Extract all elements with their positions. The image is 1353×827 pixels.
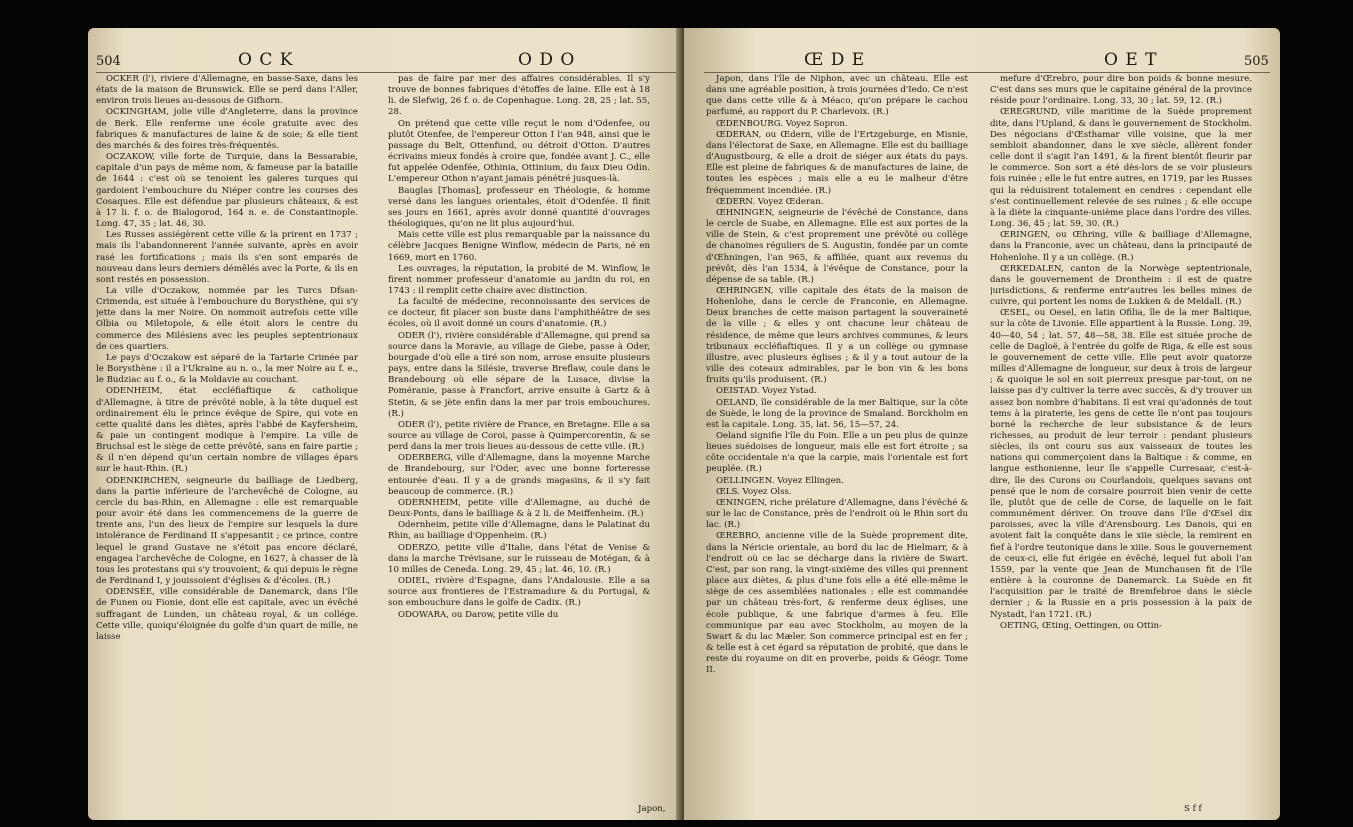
entry-paragraph: Mais cette ville est plus remarquable par la naissance du célèbre Jacques Benigne Winflow, médecin de Paris, né en 1669, mort en 1760.	[388, 230, 650, 263]
left-column-2	[388, 74, 650, 809]
entry-paragraph: OETING, Œting, Oettingen, ou Ottin-	[1000, 620, 1162, 631]
entry-paragraph: ŒHRINGEN, ville capitale des états de la maison de Hohenlohe, dans le cercle de Franconie, en Allemagne. Deux branches de cette maison partagent la souveraineté de la ville ; & elles y ont chacune leur château de résidence, de même que leurs archives communes, & leurs tribunaux eccléfiaftiques. Il y a un collège ou gymnase illustre, avec plusieurs églises ; & il y a tout autour de la ville des coteaux admirables, par le bon vin & les bons fruits qu'ils produisent. (R.)	[706, 285, 968, 386]
entry-paragraph: OCKER (l'), riviere d'Allemagne, en basse-Saxe, dans les états de la maison de Brunswick. Elle se perd dans l'Aller, environ trois lieues au-dessous de Gifhorn.	[96, 74, 358, 107]
entry-paragraph: OELAND, île considérable de la mer Baltique, sur la côte de Suède, le long de la province de Smaland. Borckholm en est la capitale. Long. 35, lat. 56, 15—57, 24.	[706, 397, 968, 430]
entry-paragraph: ŒREGRUND, ville maritime de la Suède proprement dite, dans l'Upland, & dans le gouvernement de Stockholm. Des négocians d'Œsthamar ville voisine, que la mer sembloit abandonner, dans le xve siècle, allèrent fonder celle dont il s'agit l'an 1491, & la firent bientôt fleurir par le commerce. Son sort a été dès-lors de se voir plusieurs fois ruinée ; elle le fut entre autres, en 1719, par les Russes qui la réduisirent totalement en cendres : cependant elle s'est continuellement relevée de ses ruines ; & elle occupe à la diète la cinquante-unième place dans l'ordre des villes. Long. 36, 45 ; lat. 59, 30. (R.)	[990, 107, 1252, 230]
entry-paragraph: Oeland signifie l'île du Foin. Elle a un peu plus de quinze lieues suédoises de longueur, mais elle est fort étroite ; sa côte occidentale n'a que la carpie, mais l'orientale est fort peuplée. (R.)	[706, 431, 968, 475]
entry-paragraph: ŒDERN. Voyez Œderan.	[716, 196, 824, 207]
left-page-number: 504	[96, 54, 121, 69]
entry-paragraph: mefure d'Œrebro, pour dire bon poids & bonne mesure. C'est dans ses murs que le capitaine général de la province réside pour l'ordinaire. Long. 33, 30 ; lat. 59, 12. (R.)	[990, 74, 1252, 107]
entry-paragraph: Les ouvrages, la réputation, la probité de M. Winflow, le firent nommer professeur d'anatomie au jardin du roi, en 1743 : il remplit cette chaire avec distinction.	[388, 263, 650, 296]
entry-paragraph: ŒREBRO, ancienne ville de la Suède proprement dite, dans la Néricie orientale, au bord du lac de Hielmarr, & à l'endroit où ce lac se décharge dans la rivière de Swart. C'est, par son rang, la vingt-sixième des villes qui prennent place aux diètes, & plus d'une fois elle a été elle-même le siège de ces assemblées nationales : elle est commandée par un château très-fort, & renferme deux églises, une école publique, & une fabrique d'armes à feu. Elle communique par eau avec Stockholm, au moyen de la Swart & du lac Mæler. Son commerce principal est en fer ; & telle est à cet égard sa réputation de probité, que dans le reste du royaume on dit en proverbe, poids & Géogr. Tome II.	[706, 531, 968, 676]
entry-paragraph: ŒRKEDALEN, canton de la Norwège septentrionale, dans le gouvernement de Drontheim : il est de quatre jurisdictions, & renferme entr'autres les belles mines de cuivre, qui portent les noms de Lukken & de Meldall. (R.)	[990, 263, 1252, 308]
right-page	[684, 28, 1280, 820]
entry-paragraph: ODERNHEIM, petite ville d'Allemagne, au duché de Deux-Ponts, dans le bailliage & à 2 li. de Meiffenheim. (R.)	[388, 497, 650, 520]
entry-paragraph: ŒRINGEN, ou Œhring, ville & bailliage d'Allemagne, dans la Franconie, avec un château, dans la principauté de Hohenlohe. Il y a un collège. (R.)	[990, 230, 1252, 263]
entry-paragraph: Japon, dans l'île de Niphon, avec un château. Elle est dans une agréable position, à trois journées d'Iedo. Ce n'est que dans cette ville & à Méaco, qu'on prépare le cachou parfumé, au rapport du P. Charlevoix. (R.)	[706, 74, 968, 118]
entry-paragraph: ODOWARA, ou Darow, petite ville du	[398, 609, 559, 620]
entry-paragraph: ODERBERG, ville d'Allemagne, dans la moyenne Marche de Brandebourg, sur l'Oder, avec une bonne forteresse entourée d'eau. Il y a de grands magasins, & il s'y fait beaucoup de commerce. (R.)	[388, 453, 650, 497]
entry-paragraph: ŒNINGEN, riche prélature d'Allemagne, dans l'évêché & sur le lac de Constance, près de l'endroit où le Rhin sort du lac. (R.)	[706, 497, 968, 531]
left-column-1	[96, 74, 358, 809]
right-page-number: 505	[1244, 54, 1269, 69]
entry-paragraph: OCZAKOW, ville forte de Turquie, dans la Bessarabie, capitale d'un pays de même nom, & fameuse par la bataille de 1644 : c'est où se tenoient les galeres turques qui gardoient l'embouchure du Niéper contre les courses des Cosaques. Elle est défendue par plusieurs châteaux, & est à 17 li. f. o. de Bialogorod, 164 n. e. de Constantinople. Long. 47, 35 ; lat. 46, 30.	[96, 152, 358, 230]
entry-paragraph: ŒDERAN, ou Œdern, ville de l'Ertzgeburge, en Misnie, dans l'électorat de Saxe, en Allemagne. Elle est du bailliage d'Augustbourg, & elle a droit de siéger aux états du pays. Elle est pleine de fabriques & de manufactures de laine, de toutes les espèces ; mais elle a eu le malheur d'être fréquemment incendiée. (R.)	[706, 129, 968, 196]
left-page	[88, 28, 696, 820]
left-header-right: O D O	[518, 50, 576, 70]
entry-paragraph: On prétend que cette ville reçut le nom d'Odenfee, ou plutôt Otenfee, de l'empereur Otton I l'an 948, ainsi que le passage du Belt, Ottenfund, ou détroit d'Otton. D'autres écrivains mieux fondés à croire que, fondée avant J. C., elle fut appelée Odenfée, Othinia, Ottinium, du faux Dieu Odin. L'empereur Othon n'ayant jamais pénétré jusques-là.	[388, 118, 650, 185]
entry-paragraph: Bauglas [Thomas], professeur en Théologie, & homme versé dans les langues orientales, étoit d'Odenfée. Il finit ses jours en 1661, après avoir donné quantité d'ouvrages théologiques, qu'on ne lit plus aujourd'hui.	[388, 185, 650, 230]
entry-paragraph: La ville d'Oczakow, nommée par les Turcs Dfsan-Crimenda, est située à l'embouchure du Borysthène, qui s'y jette dans la mer Noire. On nommoit autrefois cette ville Olbia ou Miletopole, & elle étoit alors le centre du commerce des Milésiens avec les peuples septentrionaux de ces quartiers.	[96, 285, 358, 352]
entry-paragraph: ŒSEL, ou Oesel, en latin Ofilia, île de la mer Baltique, sur la côte de Livonie. Elle appartient à la Russie. Long. 39, 40—40, 54 ; lat. 57, 48—58, 38. Elle est située proche de celle de Dagloë, à l'entrée du golfe de Riga, & elle est sous le gouvernement de cette ville. Elle peut avoir quatorze milles d'Allemagne de longueur, sur deux à trois de largeur ; & quoique le sol en soit pierreux presque par-tout, on ne laisse pas d'y cultiver la terre avec succès, & d'y trouver un assez bon nombre d'habitans. Il est vrai qu'adonnés de tout tems à la piraterie, les gens de cette île n'ont pas toujours borné la recherche de leur subsistance & de leurs richesses, au produit de leur terroir : pendant plusieurs siècles, ils ont couru sus aux vaisseaux de toutes les nations qui commerçoient dans la Baltique : & comme, en langue esthonienne, leur île s'appelle Curresaar, c'est-à-dire, île des Curons ou Courlandois, quelques savans ont pensé que le nom de corsaire pourroit bien venir de cette île, plutôt que de celle de Corse, de laquelle on le fait communément dériver. On trouve dans l'île d'Œsel dix paroisses, avec la ville d'Arensbourg. Les Danois, qui en avoient fait la conquête dans le xiie siècle, la remirent en fief à l'ordre teutonique dans le xiiie. Sous le gouvernement de ceux-ci, elle fut érigée en évêché, lequel fut aboli l'an 1559, par la vente que Jean de Munchausen fit de l'île entière à la couronne de Danemarck. La Suède en fit l'acquisition par le traité de Bremfebroe dans le siècle dernier ; & la Russie en a pris possession à la paix de Nystadt, l'an 1721. (R.)	[990, 308, 1252, 620]
right-header-right: O E T	[1104, 50, 1158, 70]
left-catchword: Japon,	[638, 804, 666, 814]
entry-paragraph: Le pays d'Oczakow est séparé de la Tartarie Crimée par le Borysthène : il a l'Ukraine au n. o., la mer Noire au f. e., le Budziac au f. o., & la Moldavie au couchant.	[96, 352, 358, 386]
entry-paragraph: ODER (l'), petite rivière de France, en Bretagne. Elle a sa source au village de Coroi, passe à Quimpercorentin, & se perd dans la mer trois lieues au-dessous de cette ville. (R.)	[388, 419, 650, 453]
entry-paragraph: ODERZO, petite ville d'Italie, dans l'état de Venise & dans la marche Trévisane, sur le ruisseau de Motégan, & à 10 milles de Ceneda. Long. 29, 45 ; lat. 46, 10. (R.)	[388, 542, 650, 575]
entry-paragraph: pas de faire par mer des affaires considérables. Il s'y trouve de bonnes fabriques d'étoffes de laine. Elle est à 18 li. de Slefwig, 26 f. o. de Copenhague. Long. 28, 25 ; lat. 55, 28.	[388, 74, 650, 118]
entry-paragraph: Les Russes assiégèrent cette ville & la prirent en 1737 ; mais ils l'abandonnerent l'année suivante, après en avoir rasé les fortifications ; mais ils s'en sont emparés de nouveau dans leurs derniers démêlés avec la Porte, & ils en sont restés en possession.	[96, 230, 358, 285]
entry-paragraph: Odernheim, petite ville d'Allemagne, dans le Palatinat du Rhin, au bailliage d'Oppenheim. (R.)	[388, 520, 650, 542]
right-header-left: Œ D E	[804, 50, 866, 70]
right-column-1	[706, 74, 968, 809]
entry-paragraph: ODENSÉE, ville considérable de Danemarck, dans l'île de Funen ou Fionie, dont elle est capitale, avec un évêché suffragant de Lunden, un château royal, & un collége. Cette ville, quoiqu'éloignée du golfe d'un quart de mille, ne laisse	[96, 587, 358, 642]
entry-paragraph: ODIEL, rivière d'Espagne, dans l'Andalousie. Elle a sa source aux frontieres de l'Estramadure & du Portugal, & son embouchure dans le golfe de Cadix. (R.)	[388, 576, 650, 609]
entry-paragraph: ŒHNINGEN, seigneurie de l'évêché de Constance, dans le cercle de Suabe, en Allemagne. Elle est aux portes de la ville de Stein, & c'est proprement une prévôté ou collège de chanoines réguliers de S. Augustin, fondée par un comte d'Œhningen, l'an 965, & affiliée, quant aux revenus du prévôt, dès l'an 1534, à l'évêque de Constance, pour la dépense de sa table. (R.)	[706, 207, 968, 285]
entry-paragraph: OELLINGEN. Voyez Ellingen.	[716, 475, 844, 486]
entry-paragraph: OCKINGHAM, jolie ville d'Angleterre, dans la province de Berk. Elle renferme une école gratuite avec des fabriques & manufactures de laine & de soie; & elle tient des marchés & des foires très-fréquentés.	[96, 107, 358, 151]
left-header-left: O C K	[238, 50, 294, 70]
entry-paragraph: ODENKIRCHEN, seigneurie du bailliage de Liedberg, dans la partie inférieure de l'archevêché de Cologne, au cercle du bas-Rhin, en Allemagne : elle est remarquable pour avoir été dans les commencemens de la guerre de trente ans, l'un des lieux de l'empire sur lesquels la dure intolérance de Ferdinand II s'appesantit ; ce prince, contre lequel le grand Gustave ne s'étoit pas encore déclaré, engagea l'archevêche de Cologne, en 1627, à chasser de là tous les protestans qui s'y trouvoient, & qui depuis le règne de Ferdinand I, y jouissoient d'églises & d'écoles. (R.)	[96, 475, 358, 587]
right-catchword: S f f	[1184, 804, 1202, 814]
entry-paragraph: ŒLS. Voyez Olss.	[716, 486, 792, 497]
right-header-rule	[704, 72, 1270, 73]
right-column-2	[990, 74, 1252, 809]
entry-paragraph: ŒDENBOURG. Voyez Sopron.	[716, 118, 848, 129]
entry-paragraph: La faculté de médecine, reconnoissante des services de ce docteur, fit placer son buste dans l'amphithéâtre de ses écoles, où il avoit donné un cours d'anatomie. (R.)	[388, 297, 650, 330]
entry-paragraph: ODENHEIM, état eccléfiaftique & catholique d'Allemagne, à titre de prévôté noble, à la tête duquel est ordinairement élu le prince évêque de Spire, qui vote en cette qualité dans les diètes, après l'abbé de Kayfersheim, & paie un contingent modique à l'empire. La ville de Bruchsal est le siège de cette prévôté, sans en faire partie ; & il n'en dépend qu'un certain nombre de villages épars sur le haut-Rhin. (R.)	[96, 386, 358, 475]
entry-paragraph: OEISTAD. Voyez Ystad.	[716, 386, 817, 397]
left-header-rule	[96, 72, 676, 73]
entry-paragraph: ODER (l'), rivière considérable d'Allemagne, qui prend sa source dans la Moravie, au village de Giebe, passe à Oder, bourgade d'où elle a tiré son nom, arrose ensuite plusieurs pays, entre dans la Silésie, traverse Breflaw, coule dans le Brandebourg où elle sépare de la Lusace, divise la Poméranie, passe à Francfort, arrive ensuite à Gartz & à Stetin, & se jète enfin dans la mer par trois embouchures. (R.)	[388, 330, 650, 419]
